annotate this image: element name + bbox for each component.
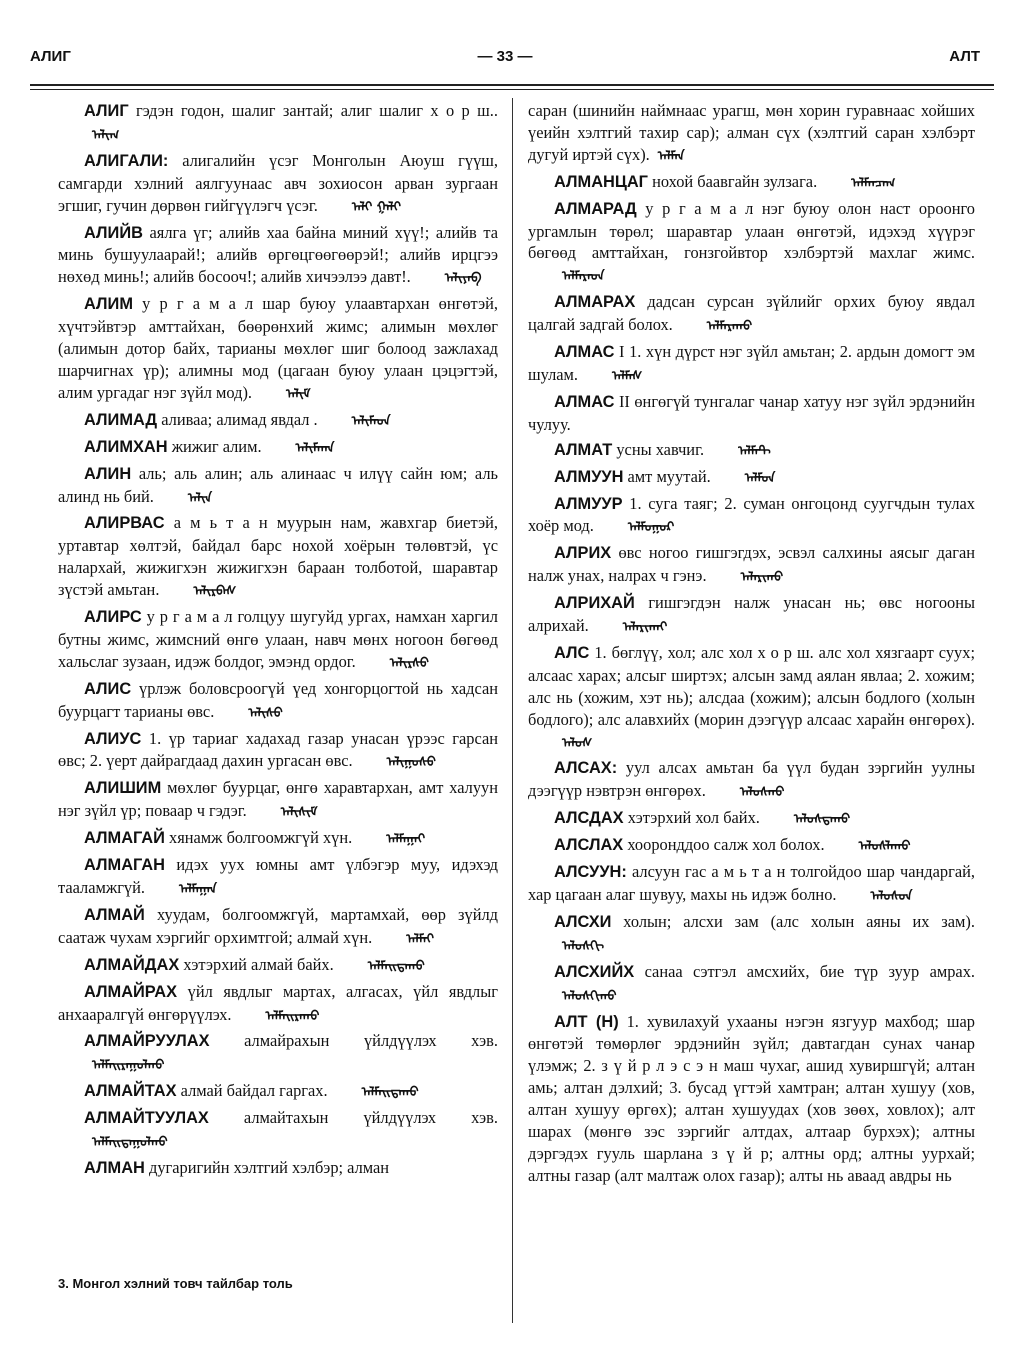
mongolian-script-word: ᠠᠯᠢᠮᠬᠠᠨ	[295, 440, 335, 456]
entry-headword: АЛТ (Н)	[554, 1012, 619, 1031]
dictionary-entry	[58, 463, 498, 510]
dictionary-entry	[58, 293, 498, 406]
dictionary-entry	[528, 391, 975, 436]
entry-definition: уул алсах амьтан ба үүл будан зэргийн уулны дээгүүр нэвтрэн өнгөрөх.	[528, 758, 975, 801]
entry-headword: АЛМАТ	[554, 440, 613, 459]
entry-headword: АЛИШИМ	[84, 779, 162, 798]
dictionary-entry	[58, 854, 498, 901]
entry-headword: АЛИМАД	[84, 410, 158, 429]
header-left-guideword: АЛИГ	[30, 48, 71, 65]
entry-headword: АЛМАС	[554, 343, 615, 362]
mongolian-script-word: ᠠᠯᠮᠤᠭᠤᠷ	[627, 520, 675, 536]
entry-headword: АЛИМХАН	[84, 437, 168, 456]
mongolian-script-word: ᠠᠯᠮᠤᠨ	[744, 470, 776, 486]
dictionary-entry	[58, 150, 498, 219]
dictionary-entry	[528, 961, 975, 1008]
header-right-guideword: АЛТ	[949, 48, 980, 65]
mongolian-script-word: ᠠᠯᠢᠮ	[286, 386, 311, 402]
entry-definition: у р г а м а л нэг буюу олон наст ороонго ургамлын төрөл; шаравтар улаан өнгөтэй, идэхэд хүүрэг бөгөөд амттайхан, гонзгойвтор хэлбэртэй махлаг жимс.	[528, 198, 975, 263]
dictionary-entry	[58, 222, 498, 291]
mongolian-script-word: ᠠᠯᠢ ᠭᠠᠯᠢ	[351, 199, 401, 215]
left-column	[58, 100, 498, 1280]
dictionary-entry	[528, 171, 975, 195]
mongolian-script-word: ᠠᠯᠮᠠᠷᠠᠬᠤ	[706, 319, 753, 335]
dictionary-entry	[58, 954, 498, 978]
entry-headword: АЛСХИ	[554, 912, 612, 931]
mongolian-script-word: ᠠᠯᠢᠰᠤ	[248, 705, 283, 721]
entry-definition: үрлэж боловсроогүй үед хонгорцогтой нь хадсан буурцагт тарианы өвс.	[58, 678, 498, 721]
entry-headword: АЛМАЙРАХ	[84, 982, 178, 1001]
mongolian-script-word: ᠠᠯᠠᠷᠢᠬᠠᠢ	[622, 620, 668, 636]
entry-headword: АЛСДАХ	[554, 809, 624, 828]
mongolian-script-word: ᠠᠯᠢᠭᠤᠰᠤ	[386, 755, 436, 771]
entry-headword: АЛИЙВ	[84, 223, 143, 242]
mongolian-script-word: ᠠᠯᠮᠠᠭᠠᠨ	[179, 882, 217, 897]
mongolian-script-word: ᠠᠯᠮᠠᠨ	[657, 148, 685, 164]
dictionary-entry	[528, 911, 975, 958]
entry-headword: АЛМАРАХ	[554, 293, 636, 312]
entry-definition: алмайтахын үйлдүүлэх хэв.	[243, 1108, 498, 1128]
header-rule	[30, 84, 994, 86]
dictionary-entry	[58, 409, 498, 433]
dictionary-entry	[528, 341, 975, 388]
mongolian-script-word: ᠠᠯᠢᠶᠠᠪ	[444, 271, 482, 287]
entry-definition: хэтэрхий хол байх.	[627, 808, 760, 828]
entry-headword: АЛМАН	[84, 1158, 145, 1177]
entry-definition: алмайрахын үйлдүүлэх хэв.	[244, 1031, 498, 1051]
mongolian-script-word: ᠠᠯᠤᠰ	[562, 735, 593, 751]
entry-definition: санаа сэтгэл амсхийх, бие түр зуур амрах.	[644, 961, 975, 981]
mongolian-script-word: ᠠᠯᠢᠱᠢᠮ	[280, 805, 318, 821]
entry-headword: АЛМАГАН	[84, 856, 165, 875]
entry-headword: АЛСХИЙХ	[554, 962, 635, 981]
entry-headword: АЛИМ	[84, 295, 133, 314]
dictionary-entry	[58, 777, 498, 824]
entry-headword: АЛСЛАХ	[554, 836, 624, 855]
entry-headword: АЛРИХ	[554, 544, 612, 563]
dictionary-entry	[58, 904, 498, 951]
mongolian-script-word: ᠠᠯᠮᠠᠢᠷᠠᠬᠤ	[265, 1008, 320, 1024]
dictionary-entry	[58, 606, 498, 675]
right-column	[528, 100, 975, 1350]
entry-headword: АЛРИХАЙ	[554, 594, 635, 613]
entry-headword: АЛИН	[84, 464, 132, 483]
entry-headword: АЛСУУН:	[554, 863, 627, 882]
entry-headword: АЛМАЙРУУЛАХ	[84, 1032, 210, 1051]
mongolian-script-word: ᠠᠯᠮᠠᠢᠲᠠᠭᠤᠯᠬᠤ	[92, 1135, 168, 1151]
entry-definition: хянамж болгоомжгүй хүн.	[169, 828, 353, 848]
entry-definition: у р г а м а л голцуу шугуйд ургах, намхан харгил бутны жимс, жимсний өнгө улаан, навч мөнх ногоон бөгөөд хальслаг зузаан, идэж болдог, эмэнд ордог.	[58, 607, 498, 671]
dictionary-entry	[528, 466, 975, 490]
mongolian-script-word: ᠠᠯᠢᠮᠠᠳ	[351, 413, 391, 429]
entry-definition: жижиг алим.	[171, 436, 262, 456]
entry-definition: өвс ногоо гишгэгдэх, эсвэл салхины аясыг даган налж унах, налрах ч гэнэ.	[528, 543, 975, 586]
mongolian-script-word: ᠠᠯᠤᠰᠬᠤ	[739, 785, 785, 801]
mongolian-script-word: ᠠᠯᠮᠠᠢᠷᠠᠭᠤᠯᠬᠤ	[92, 1058, 165, 1074]
page-header	[30, 48, 980, 72]
entry-definition: аялга үг; алийв хаа байна миний хүү!; алийв та минь бушуулаарай!; алийв өргөцгөөгөөрэй!; алийв ирцгээ нөхөд минь!; алийв босооч!; алийв хичээлээ давт!.	[58, 222, 498, 287]
entry-headword: АЛС	[554, 643, 590, 662]
mongolian-script-word: ᠠᠯᠢᠷᠰᠤ	[389, 655, 429, 671]
mongolian-script-word: ᠠᠯᠠᠷᠢᠬᠤ	[740, 570, 784, 586]
entry-definition: хооронддоо салж хол болох.	[627, 835, 825, 855]
mongolian-script-word: ᠠᠯᠢᠨ	[187, 490, 213, 506]
entry-headword: АЛМАРАД	[554, 199, 637, 218]
mongolian-script-word: ᠠᠯᠢᠷᠪᠠᠰ	[193, 584, 237, 600]
mongolian-script-word: ᠠᠯᠢᠭ	[92, 127, 120, 143]
mongolian-script-word: ᠠᠯᠮᠠᠢᠲᠠᠬᠤ	[361, 1085, 419, 1101]
entry-definition: нохой баавгайн зулзага.	[652, 171, 818, 191]
dictionary-entry	[58, 512, 498, 603]
entry-headword: АЛСАХ:	[554, 759, 618, 778]
dictionary-entry	[528, 592, 975, 639]
dictionary-entry	[58, 981, 498, 1028]
entry-headword: АЛИРС	[84, 608, 142, 627]
dictionary-entry	[528, 493, 975, 540]
entry-definition: гэдэн годон, шалиг зантай; алиг шалиг х о р ш..	[136, 101, 498, 120]
entry-definition: холын; алсхи зам (алс холын аяны их зам).	[623, 911, 975, 931]
entry-headword: АЛИС	[84, 679, 132, 698]
entry-definition: алмай байдал гаргах.	[180, 1081, 328, 1101]
entry-headword: АЛМАЙ	[84, 905, 145, 924]
entry-headword: АЛМАЙДАХ	[84, 955, 180, 974]
dictionary-entry	[58, 1030, 498, 1077]
dictionary-entry	[528, 757, 975, 804]
entry-definition: хэтэрхий алмай байх.	[183, 954, 334, 974]
entry-definition: үйл явдлыг мартах, алгасах, үйл явдлыг анхааралгүй өнгөрүүлэх.	[58, 981, 498, 1024]
mongolian-script-word: ᠠᠯᠤᠰᠳᠠᠬᠤ	[793, 812, 851, 828]
mongolian-script-word: ᠠᠯᠮᠠᠢ	[406, 931, 435, 947]
entry-definition: алигалийн үсэг Монголын Аюуш гүүш, самгарди хэлний аялгуунаас авч зохиосон арван зургаан эгшиг, гучин дөрвөн гийгүүлэгч үсэг.	[58, 150, 498, 215]
entry-definition: I 1. хүн дүрст нэг зүйл амьтан; 2. ардын домогт эм шулам.	[528, 342, 975, 384]
entry-headword: АЛИРВАС	[84, 514, 165, 533]
dictionary-entry	[528, 439, 975, 463]
mongolian-script-word: ᠠᠯᠮᠠᠢᠳᠠᠬᠤ	[367, 958, 425, 974]
entry-headword: АЛМАНЦАГ	[554, 172, 648, 191]
mongolian-script-word: ᠠᠯᠮᠠᠲ	[738, 443, 771, 459]
entry-headword: АЛМАГАЙ	[84, 829, 165, 848]
entry-definition: саран (шинийн наймнаас урагш, мөн хорин гуравнаас хойших үеийн хэлтгий тахир сар); алман сүх (хэлтгий саран хэлбэрт дугуй иртэй сүх).	[528, 101, 975, 164]
dictionary-entry	[528, 861, 975, 908]
entry-definition: 1. хувилахуй ухааны нэгэн язгуур махбод; шар өнгөтэй төмөрлөг эрдэнийн зүйл; давтагдан сунах чанар үлэмж; 2. з ү й р л э с э н маш чухаг, ашид хувиршгүй; алтан амь; алтан дэлхий; 3. бусад үгтэй хамтран; алтан хушуу (хов, алтан хушуу өргөх); алтан хушуудах (хов зөөх, ховлох); алт шарах (мөнгө зэс зэргийг алтдах, алтаар бурхэх); алтны дэргэдэх гууль шарлана з ү й р; алтны орд; алтны уурхай; алтны газар (алт малтаж олох газар); алты нь аваад авдры нь	[528, 1011, 975, 1185]
page-footer: 3. Монгол хэлний товч тайлбар толь	[58, 1276, 293, 1291]
dictionary-entry	[528, 100, 975, 168]
entry-headword: АЛМАЙТУУЛАХ	[84, 1109, 209, 1128]
dictionary-entry	[58, 728, 498, 775]
dictionary-entry	[58, 436, 498, 460]
entry-headword: АЛМАЙТАХ	[84, 1082, 177, 1101]
entry-definition: дугаригийн хэлтгий хэлбэр; алман	[148, 1157, 390, 1177]
entry-definition: 1. үр тариаг хадахад газар унасан үрээс гарсан өвс; 2. үерт дайрагдаад дахин ургасан өвс.	[58, 728, 498, 771]
entry-definition: аль; аль алин; аль алинаас ч илүү сайн юм; аль алинд нь бий.	[58, 463, 498, 506]
dictionary-entry	[528, 834, 975, 858]
mongolian-script-word: ᠠᠯᠤᠰᠬᠢ	[562, 938, 605, 954]
entry-definition: мөхлөг буурцаг, өнгө харавтархан, амт халуун нэг зүйл үр; поваар ч гэдэг.	[58, 778, 498, 821]
dictionary-entry	[58, 678, 498, 725]
dictionary-entry	[528, 198, 975, 289]
entry-definition: идэх уух юмны амт үлбэгэр муу, идэхэд тааламжгүй.	[58, 855, 498, 897]
entry-definition: гишгэгдэн налж унасан нь; өвс ногооны алрихай.	[528, 593, 975, 636]
dictionary-entry	[528, 807, 975, 831]
entry-headword: АЛИГ	[84, 102, 129, 120]
entry-definition: амт муутай.	[627, 466, 711, 486]
entry-definition: усны хавчиг.	[616, 439, 705, 459]
entry-definition: а м ь т а н муурын нам, жавхгар биетэй, уртавтар хөлтэй, байдал барс нохой хоёрын төлөвтэй, үс налархай, жижигхэн жижигхэн бараан толботой, шаравтар зүстэй амьтан.	[58, 513, 498, 600]
mongolian-script-word: ᠠᠯᠤᠰᠬᠢᠬᠤ	[562, 988, 617, 1004]
mongolian-script-word: ᠠᠯᠤᠰᠯᠠᠬᠤ	[858, 839, 911, 855]
entry-definition: алсуун гас а м ь т а н толгойдоо шар чандаргай, хар цагаан алаг шувуу, махы нь идэж болно.	[528, 862, 975, 904]
header-rule-thin	[30, 89, 994, 90]
dictionary-entry	[58, 1080, 498, 1104]
dictionary-entry	[528, 642, 975, 755]
entry-definition: 1. бөглүү, хол; алс хол х о р ш. алс хол хязгаарт суух; алсаас харах; алсыг ширтэх; алсын замд аялан явлаа; 2. хожим; алс нь (хожим, хэт нь); алсдаа (хожим); алсын бодлого (холын бодлого); алс алавхийх (морин дээгүүр алсаас харайн өнгөрөх).	[528, 642, 975, 729]
entry-definition: аливаа; алимад явдал .	[161, 409, 318, 429]
dictionary-entry	[528, 1011, 975, 1187]
page-number: — 33 —	[477, 48, 533, 65]
mongolian-script-word: ᠠᠯᠮᠠᠰ	[612, 368, 643, 384]
entry-definition: у р г а м а л шар буюу улаавтархан өнгөтэй, хүчтэйвтэр амттайхан, бөөрөнхий жимс; алимын мөхлөг (алимын дотор байх, тарианы мөхлөг шиг болоод зажлахад шарчигнах үр); алимны мод (цагаан буюу улаан цэцэгтэй, алим ургадаг нэг зүйл мод).	[58, 294, 498, 402]
entry-headword: АЛИУС	[84, 729, 142, 748]
entry-headword: АЛИГАЛИ:	[84, 151, 169, 170]
mongolian-script-word: ᠠᠯᠮᠠᠭᠠᠢ	[386, 832, 426, 848]
dictionary-entry	[58, 827, 498, 851]
dictionary-entry	[58, 1107, 498, 1154]
entry-definition: дадсан сурсан зүйлийг орхих буюу явдал цалгай задгай болох.	[528, 292, 975, 335]
entry-definition: 1. суга таяг; 2. суман онгоцонд суугчдын тулах хоёр мод.	[528, 493, 975, 536]
entry-headword: АЛМУУН	[554, 467, 624, 486]
dictionary-entry	[528, 542, 975, 589]
mongolian-script-word: ᠠᠯᠤᠰᠤᠨ	[870, 889, 913, 904]
dictionary-entry	[58, 100, 498, 147]
entry-definition: II өнгөгүй тунгалаг чанар хатуу нэг зүйл эрдэнийн чулуу.	[528, 391, 975, 434]
dictionary-entry	[528, 291, 975, 338]
dictionary-entry	[58, 1157, 498, 1180]
entry-headword: АЛМАС	[554, 392, 615, 411]
mongolian-script-word: ᠠᠯᠮᠠᠷᠠᠳ	[562, 269, 605, 285]
entry-definition: хуудам, болгоомжгүй, мартамхай, өөр зүйлд саатаж чухам хэргийг орхимтгой; алмай хүн.	[58, 904, 498, 947]
mongolian-script-word: ᠠᠯᠮᠠᠨᠴᠠᠭ	[851, 175, 896, 191]
entry-headword: АЛМУУР	[554, 494, 623, 513]
column-divider	[512, 98, 513, 1323]
